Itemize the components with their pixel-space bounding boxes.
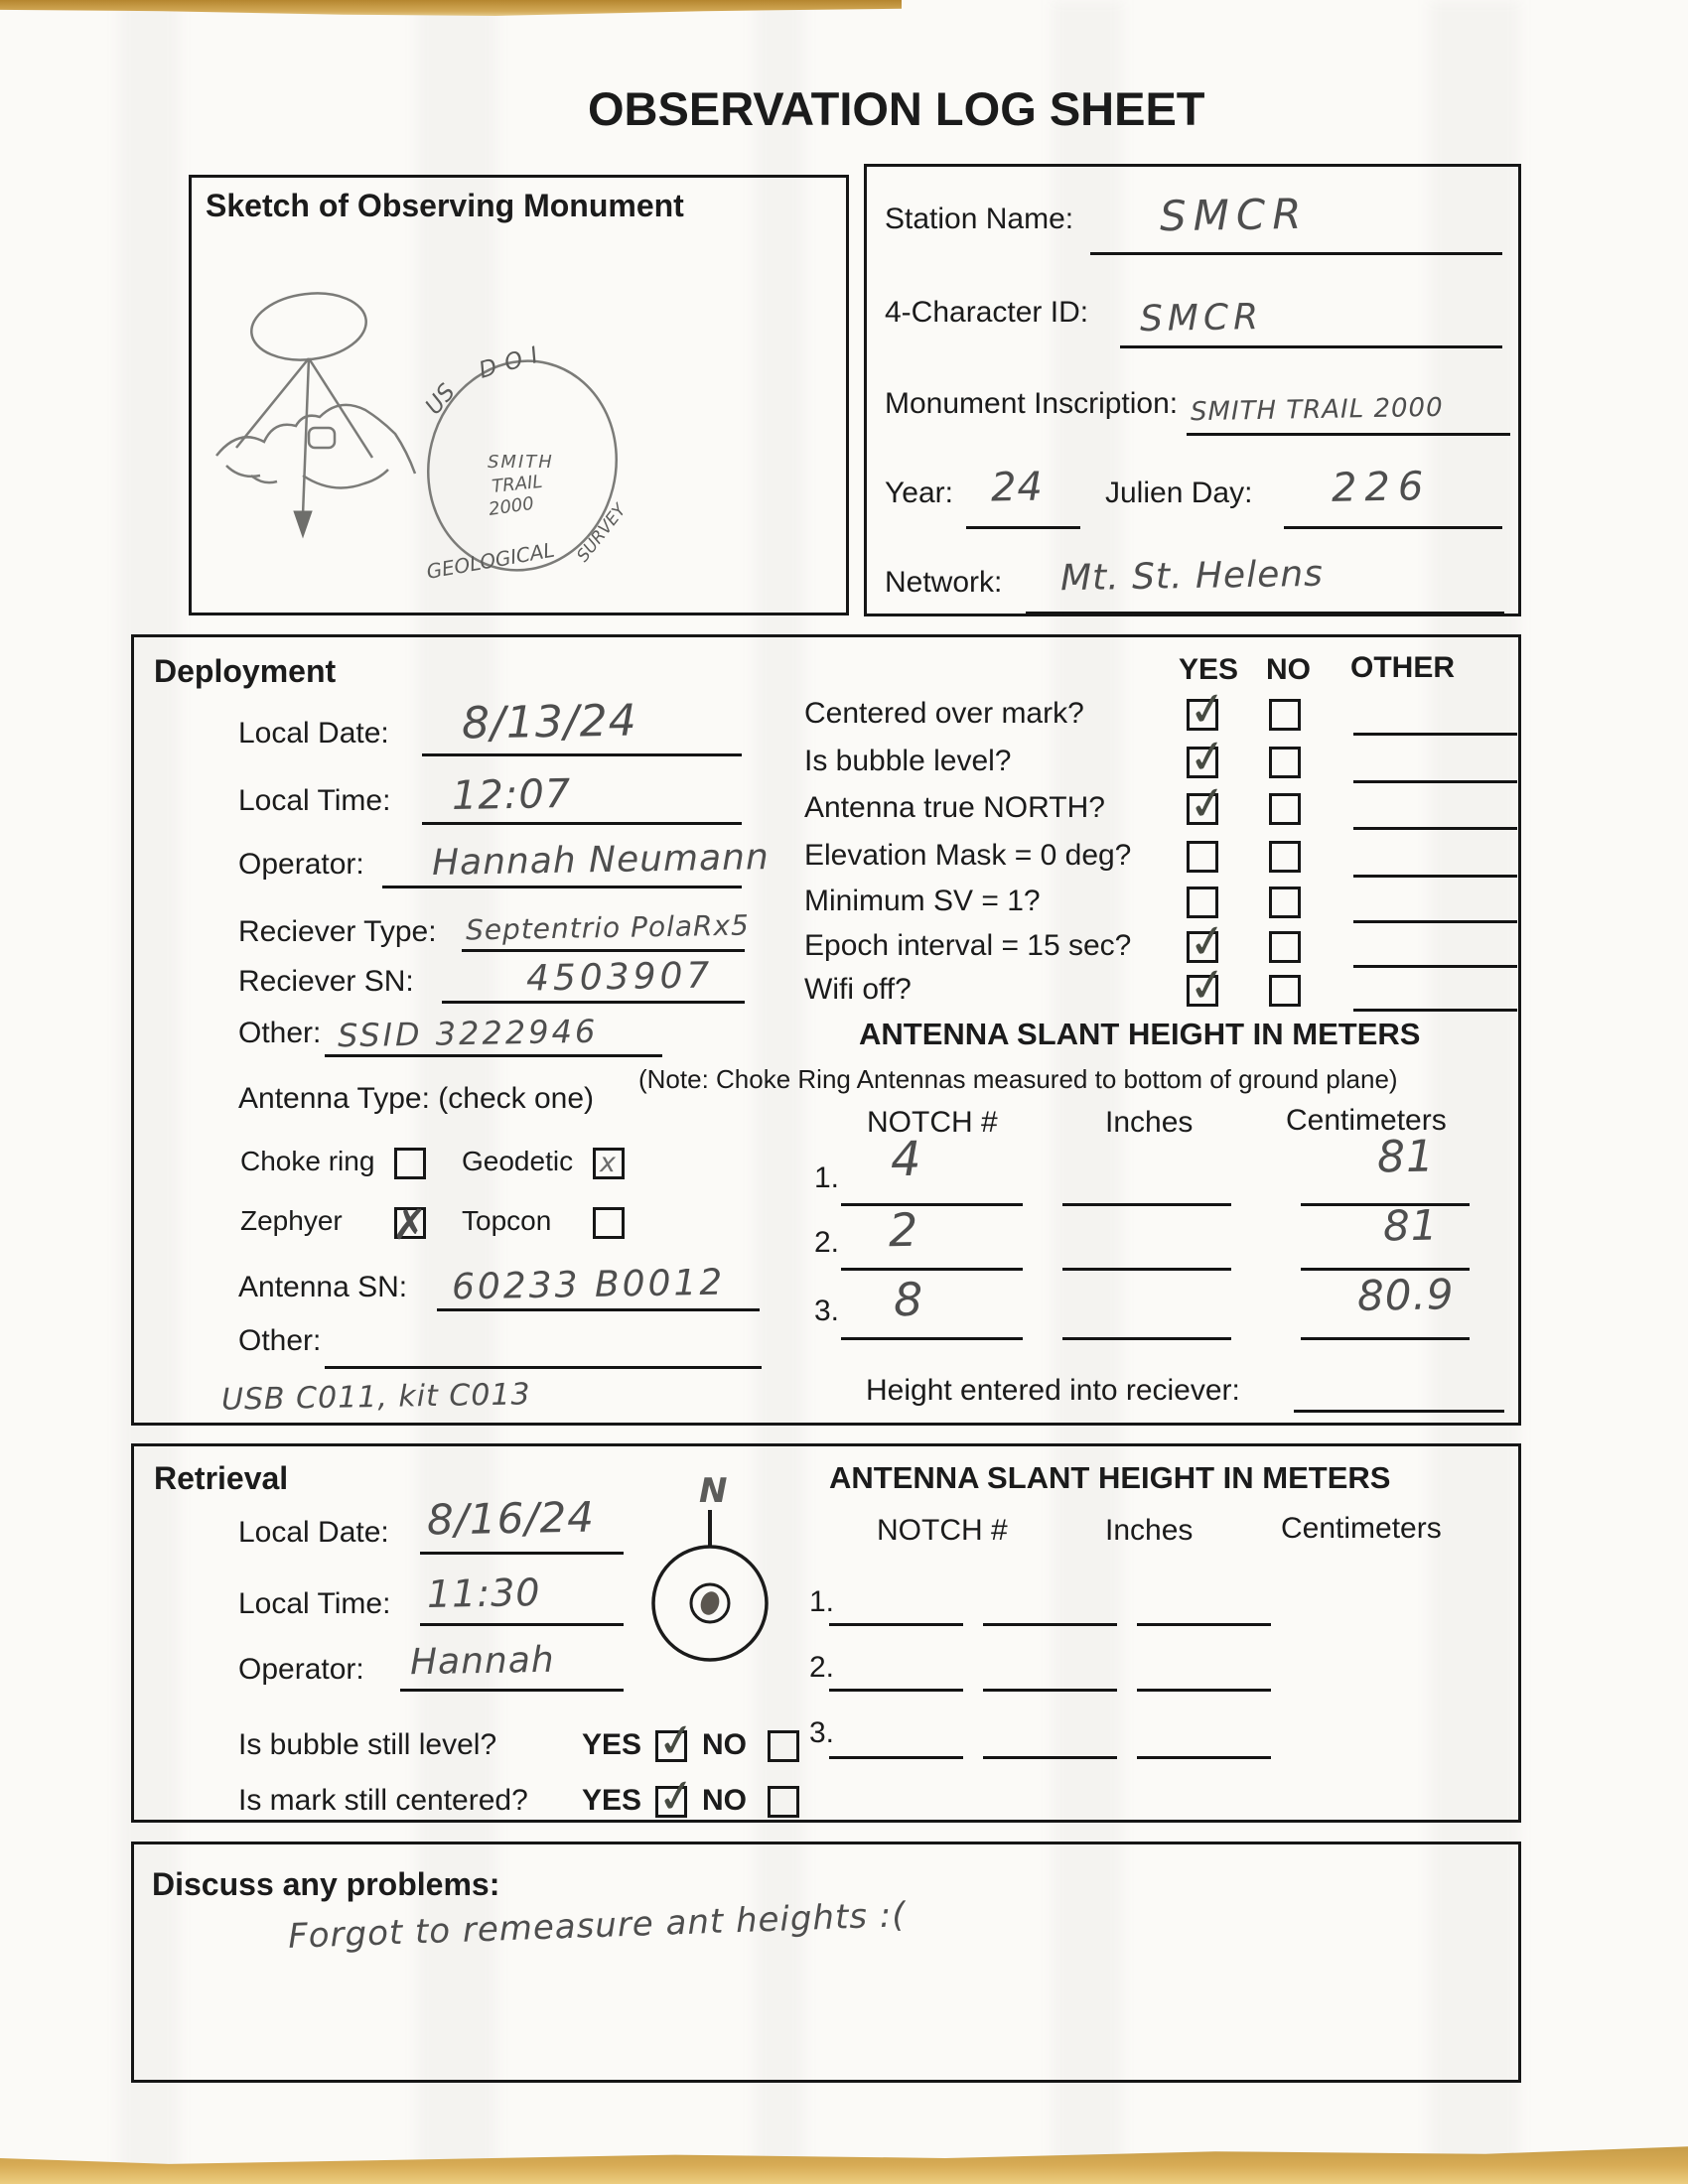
question-bubble-other-line: [1353, 780, 1517, 783]
question-centered-other-line: [1353, 733, 1517, 736]
retrieval-notch-header: NOTCH #: [877, 1514, 1008, 1547]
monument-label: Monument Inscription:: [885, 387, 1179, 420]
antenna-type-choke-ring-checkbox: [394, 1148, 426, 1179]
disk-text-doi: DOI: [476, 340, 550, 384]
centimeters-column-header: Centimeters: [1286, 1104, 1447, 1137]
station-box: [864, 164, 1521, 616]
retrieval-row3-notch-line: [829, 1756, 963, 1759]
antenna-type-label: Antenna Type: (check one): [238, 1082, 595, 1115]
slant-row2-inches-line: [1062, 1268, 1231, 1271]
mark-yes-label: YES: [582, 1784, 642, 1817]
retrieval-row3-number: 3.: [809, 1716, 835, 1749]
question-epoch-no-checkbox: [1269, 931, 1301, 963]
problems-box: [131, 1842, 1521, 2083]
question-minsv-no-checkbox: [1269, 887, 1301, 918]
slant-row2-notch-value: 2: [888, 1202, 919, 1258]
slant-row3-notch-value: 8: [893, 1272, 924, 1327]
check-mark: ✓: [1185, 955, 1231, 1015]
slant-row2-notch-line: [841, 1268, 1023, 1271]
antenna-sn-line: [437, 1308, 760, 1311]
slant-row1-inches-line: [1062, 1203, 1231, 1206]
monument-sketch-drawing: [192, 178, 847, 613]
check-mark: ✓: [1185, 911, 1231, 971]
question-bubble-label: Is bubble level?: [804, 745, 1012, 777]
retrieve-local-time-label: Local Time:: [238, 1587, 391, 1620]
slant-row1-notch-line: [841, 1203, 1023, 1206]
check-mark: ✓: [653, 1710, 700, 1770]
disk-text-2000: 2000: [487, 492, 536, 520]
slant-row2-cm-value: 81: [1382, 1200, 1439, 1251]
year-value: 24: [990, 464, 1045, 511]
deployment-header: Deployment: [154, 653, 337, 689]
question-bubble-no-checkbox: [1269, 747, 1301, 778]
retrieval-row2-number: 2.: [809, 1651, 835, 1684]
deploy-local-time-line: [422, 822, 742, 825]
antenna-type-zephyer-checkbox: [392, 1200, 428, 1249]
deploy-other2-label: Other:: [238, 1324, 322, 1357]
other-column-header: OTHER: [1350, 651, 1455, 684]
antenna-type-topcon-checkbox: [593, 1207, 625, 1239]
mark-still-centered-label: Is mark still centered?: [238, 1784, 528, 1817]
network-value: Mt. St. Helens: [1059, 553, 1325, 600]
check-mark: ✓: [1185, 727, 1231, 786]
retrieval-box: [131, 1443, 1521, 1826]
monument-value: SMITH TRAIL 2000: [1190, 392, 1444, 428]
retrieval-row1-number: 1.: [809, 1585, 835, 1618]
question-bubble-yes-checkbox: [1185, 727, 1231, 786]
retrieve-operator-label: Operator:: [238, 1653, 364, 1686]
sketch-box: [189, 175, 849, 615]
geodetic-x-mark: x: [600, 1148, 616, 1178]
receiver-type-value: Septentrio PolaRx5: [465, 908, 751, 947]
deploy-other-line: [325, 1054, 662, 1057]
year-line: [966, 526, 1080, 529]
slant-row1-notch-value: 4: [890, 1131, 923, 1188]
question-north-label: Antenna true NORTH?: [804, 791, 1105, 824]
question-centered-label: Centered over mark?: [804, 697, 1084, 730]
question-centered-no-checkbox: [1269, 699, 1301, 731]
slant-row3-number: 3.: [814, 1295, 840, 1327]
mark-no-label: NO: [702, 1784, 747, 1817]
zephyer-x-mark: ✗: [392, 1200, 428, 1249]
retrieve-local-date-label: Local Date:: [238, 1516, 389, 1549]
deployment-box: [131, 634, 1521, 1426]
question-elevation-label: Elevation Mask = 0 deg?: [804, 839, 1132, 872]
question-north-yes-checkbox: [1185, 773, 1231, 833]
question-minsv-other-line: [1353, 920, 1517, 923]
retrieval-row1-cm-line: [1137, 1623, 1271, 1626]
sketch-label: Sketch of Observing Monument: [206, 188, 684, 223]
retrieve-operator-value: Hannah: [409, 1639, 555, 1684]
question-elevation-other-line: [1353, 875, 1517, 878]
deploy-operator-line: [382, 886, 742, 888]
disk-text-smith: SMITH: [488, 452, 554, 473]
julien-day-value: 226: [1331, 464, 1432, 511]
retrieval-row3-inches-line: [983, 1756, 1117, 1759]
compass-north-label: N: [699, 1471, 728, 1511]
disk-text-survey: SURVEY: [573, 500, 631, 567]
antenna-type-geodetic-checkbox: [593, 1148, 625, 1179]
disk-text-trail: TRAIL: [491, 471, 544, 497]
problems-note: Forgot to remeasure ant heights :(: [287, 1895, 908, 1957]
network-line: [1026, 612, 1504, 614]
north-compass-drawing: [626, 1464, 794, 1679]
question-wifi-yes-checkbox: [1185, 955, 1231, 1015]
bubble-no-label: NO: [702, 1728, 747, 1761]
deploy-local-time-label: Local Time:: [238, 784, 391, 817]
slant-row2-number: 2.: [814, 1226, 840, 1259]
question-elevation-yes-checkbox: [1187, 841, 1218, 873]
question-epoch-label: Epoch interval = 15 sec?: [804, 929, 1132, 962]
deploy-local-date-line: [422, 753, 742, 756]
slant-row3-cm-value: 80.9: [1356, 1270, 1455, 1320]
receiver-sn-label: Reciever SN:: [238, 965, 414, 998]
mark-no-checkbox: [768, 1786, 799, 1818]
retrieve-local-time-value: 11:30: [426, 1570, 541, 1616]
deploy-local-date-label: Local Date:: [238, 717, 389, 750]
height-entered-label: Height entered into reciever:: [866, 1374, 1240, 1407]
receiver-type-label: Reciever Type:: [238, 915, 437, 948]
deploy-other-value: SSID 3222946: [337, 1012, 599, 1055]
slant-row1-number: 1.: [814, 1161, 840, 1194]
antenna-type-topcon-label: Topcon: [462, 1205, 552, 1236]
slant-row1-cm-value: 81: [1376, 1131, 1436, 1183]
question-minsv-label: Minimum SV = 1?: [804, 885, 1041, 917]
slant-row3-notch-line: [841, 1337, 1023, 1340]
retrieve-local-time-line: [420, 1623, 624, 1626]
no-column-header: NO: [1266, 653, 1311, 686]
page-title: OBSERVATION LOG SHEET: [588, 82, 1205, 135]
slant-height-title: ANTENNA SLANT HEIGHT IN METERS: [859, 1017, 1421, 1051]
yes-column-header: YES: [1179, 653, 1239, 686]
retrieve-operator-line: [400, 1689, 624, 1692]
char-id-value: SMCR: [1139, 296, 1264, 341]
deploy-local-date-value: 8/13/24: [461, 695, 638, 750]
char-id-line: [1120, 345, 1502, 348]
question-north-other-line: [1353, 827, 1517, 830]
station-name-value: SMCR: [1159, 189, 1309, 241]
slant-row3-cm-line: [1301, 1337, 1470, 1340]
question-wifi-label: Wifi off?: [804, 973, 912, 1006]
receiver-sn-line: [442, 1001, 745, 1004]
deploy-other-label: Other:: [238, 1017, 322, 1049]
disk-text-us: US: [420, 379, 461, 420]
check-mark: ✓: [653, 1766, 700, 1826]
retrieval-inches-header: Inches: [1105, 1514, 1194, 1547]
retrieval-header: Retrieval: [154, 1460, 289, 1496]
retrieval-row2-notch-line: [829, 1689, 963, 1692]
slant-height-note: (Note: Choke Ring Antennas measured to bottom of ground plane): [638, 1064, 1398, 1094]
char-id-label: 4-Character ID:: [885, 296, 1089, 329]
inches-column-header: Inches: [1105, 1106, 1194, 1139]
retrieval-row2-cm-line: [1137, 1689, 1271, 1692]
receiver-type-line: [462, 949, 745, 952]
usb-kit-note: USB C011, kit C013: [220, 1377, 531, 1418]
antenna-type-choke-ring-label: Choke ring: [240, 1146, 375, 1176]
bubble-still-level-label: Is bubble still level?: [238, 1728, 497, 1761]
deploy-operator-label: Operator:: [238, 848, 364, 881]
deploy-other2-line: [325, 1366, 762, 1369]
deploy-operator-value: Hannah Neumann: [431, 837, 771, 884]
retrieval-row3-cm-line: [1137, 1756, 1271, 1759]
retrieval-row1-inches-line: [983, 1623, 1117, 1626]
retrieval-row1-notch-line: [829, 1623, 963, 1626]
station-name-line: [1090, 252, 1502, 255]
antenna-type-geodetic-label: Geodetic: [462, 1146, 574, 1176]
retrieve-local-date-line: [420, 1552, 624, 1555]
slant-row3-inches-line: [1062, 1337, 1231, 1340]
network-label: Network:: [885, 566, 1003, 599]
deploy-local-time-value: 12:07: [451, 770, 572, 820]
check-mark: ✓: [1185, 773, 1231, 833]
check-mark: ✓: [1185, 679, 1231, 739]
disk-text-geological: GEOLOGICAL: [424, 537, 557, 584]
bubble-yes-checkbox: [653, 1710, 700, 1770]
year-label: Year:: [885, 477, 953, 509]
question-epoch-other-line: [1353, 965, 1517, 968]
problems-header: Discuss any problems:: [152, 1866, 500, 1902]
bubble-yes-label: YES: [582, 1728, 642, 1761]
antenna-sn-value: 60233 B0012: [451, 1262, 726, 1308]
question-centered-yes-checkbox: [1185, 679, 1231, 739]
station-name-label: Station Name:: [885, 203, 1074, 235]
monument-line: [1187, 433, 1510, 436]
retrieve-local-date-value: 8/16/24: [426, 1492, 596, 1545]
question-wifi-no-checkbox: [1269, 975, 1301, 1007]
retrieval-row2-inches-line: [983, 1689, 1117, 1692]
height-entered-line: [1294, 1410, 1504, 1413]
retrieval-slant-title: ANTENNA SLANT HEIGHT IN METERS: [829, 1460, 1391, 1495]
question-north-no-checkbox: [1269, 793, 1301, 825]
julien-day-label: Julien Day:: [1105, 477, 1253, 509]
receiver-sn-value: 4503907: [525, 955, 714, 1000]
antenna-sn-label: Antenna SN:: [238, 1271, 408, 1303]
bubble-no-checkbox: [768, 1730, 799, 1762]
antenna-type-zephyer-label: Zephyer: [240, 1205, 343, 1236]
question-elevation-no-checkbox: [1269, 841, 1301, 873]
notch-column-header: NOTCH #: [867, 1106, 998, 1139]
retrieval-centimeters-header: Centimeters: [1281, 1512, 1442, 1545]
question-wifi-other-line: [1353, 1009, 1517, 1012]
julien-day-line: [1284, 526, 1502, 529]
mark-yes-checkbox: [653, 1766, 700, 1826]
